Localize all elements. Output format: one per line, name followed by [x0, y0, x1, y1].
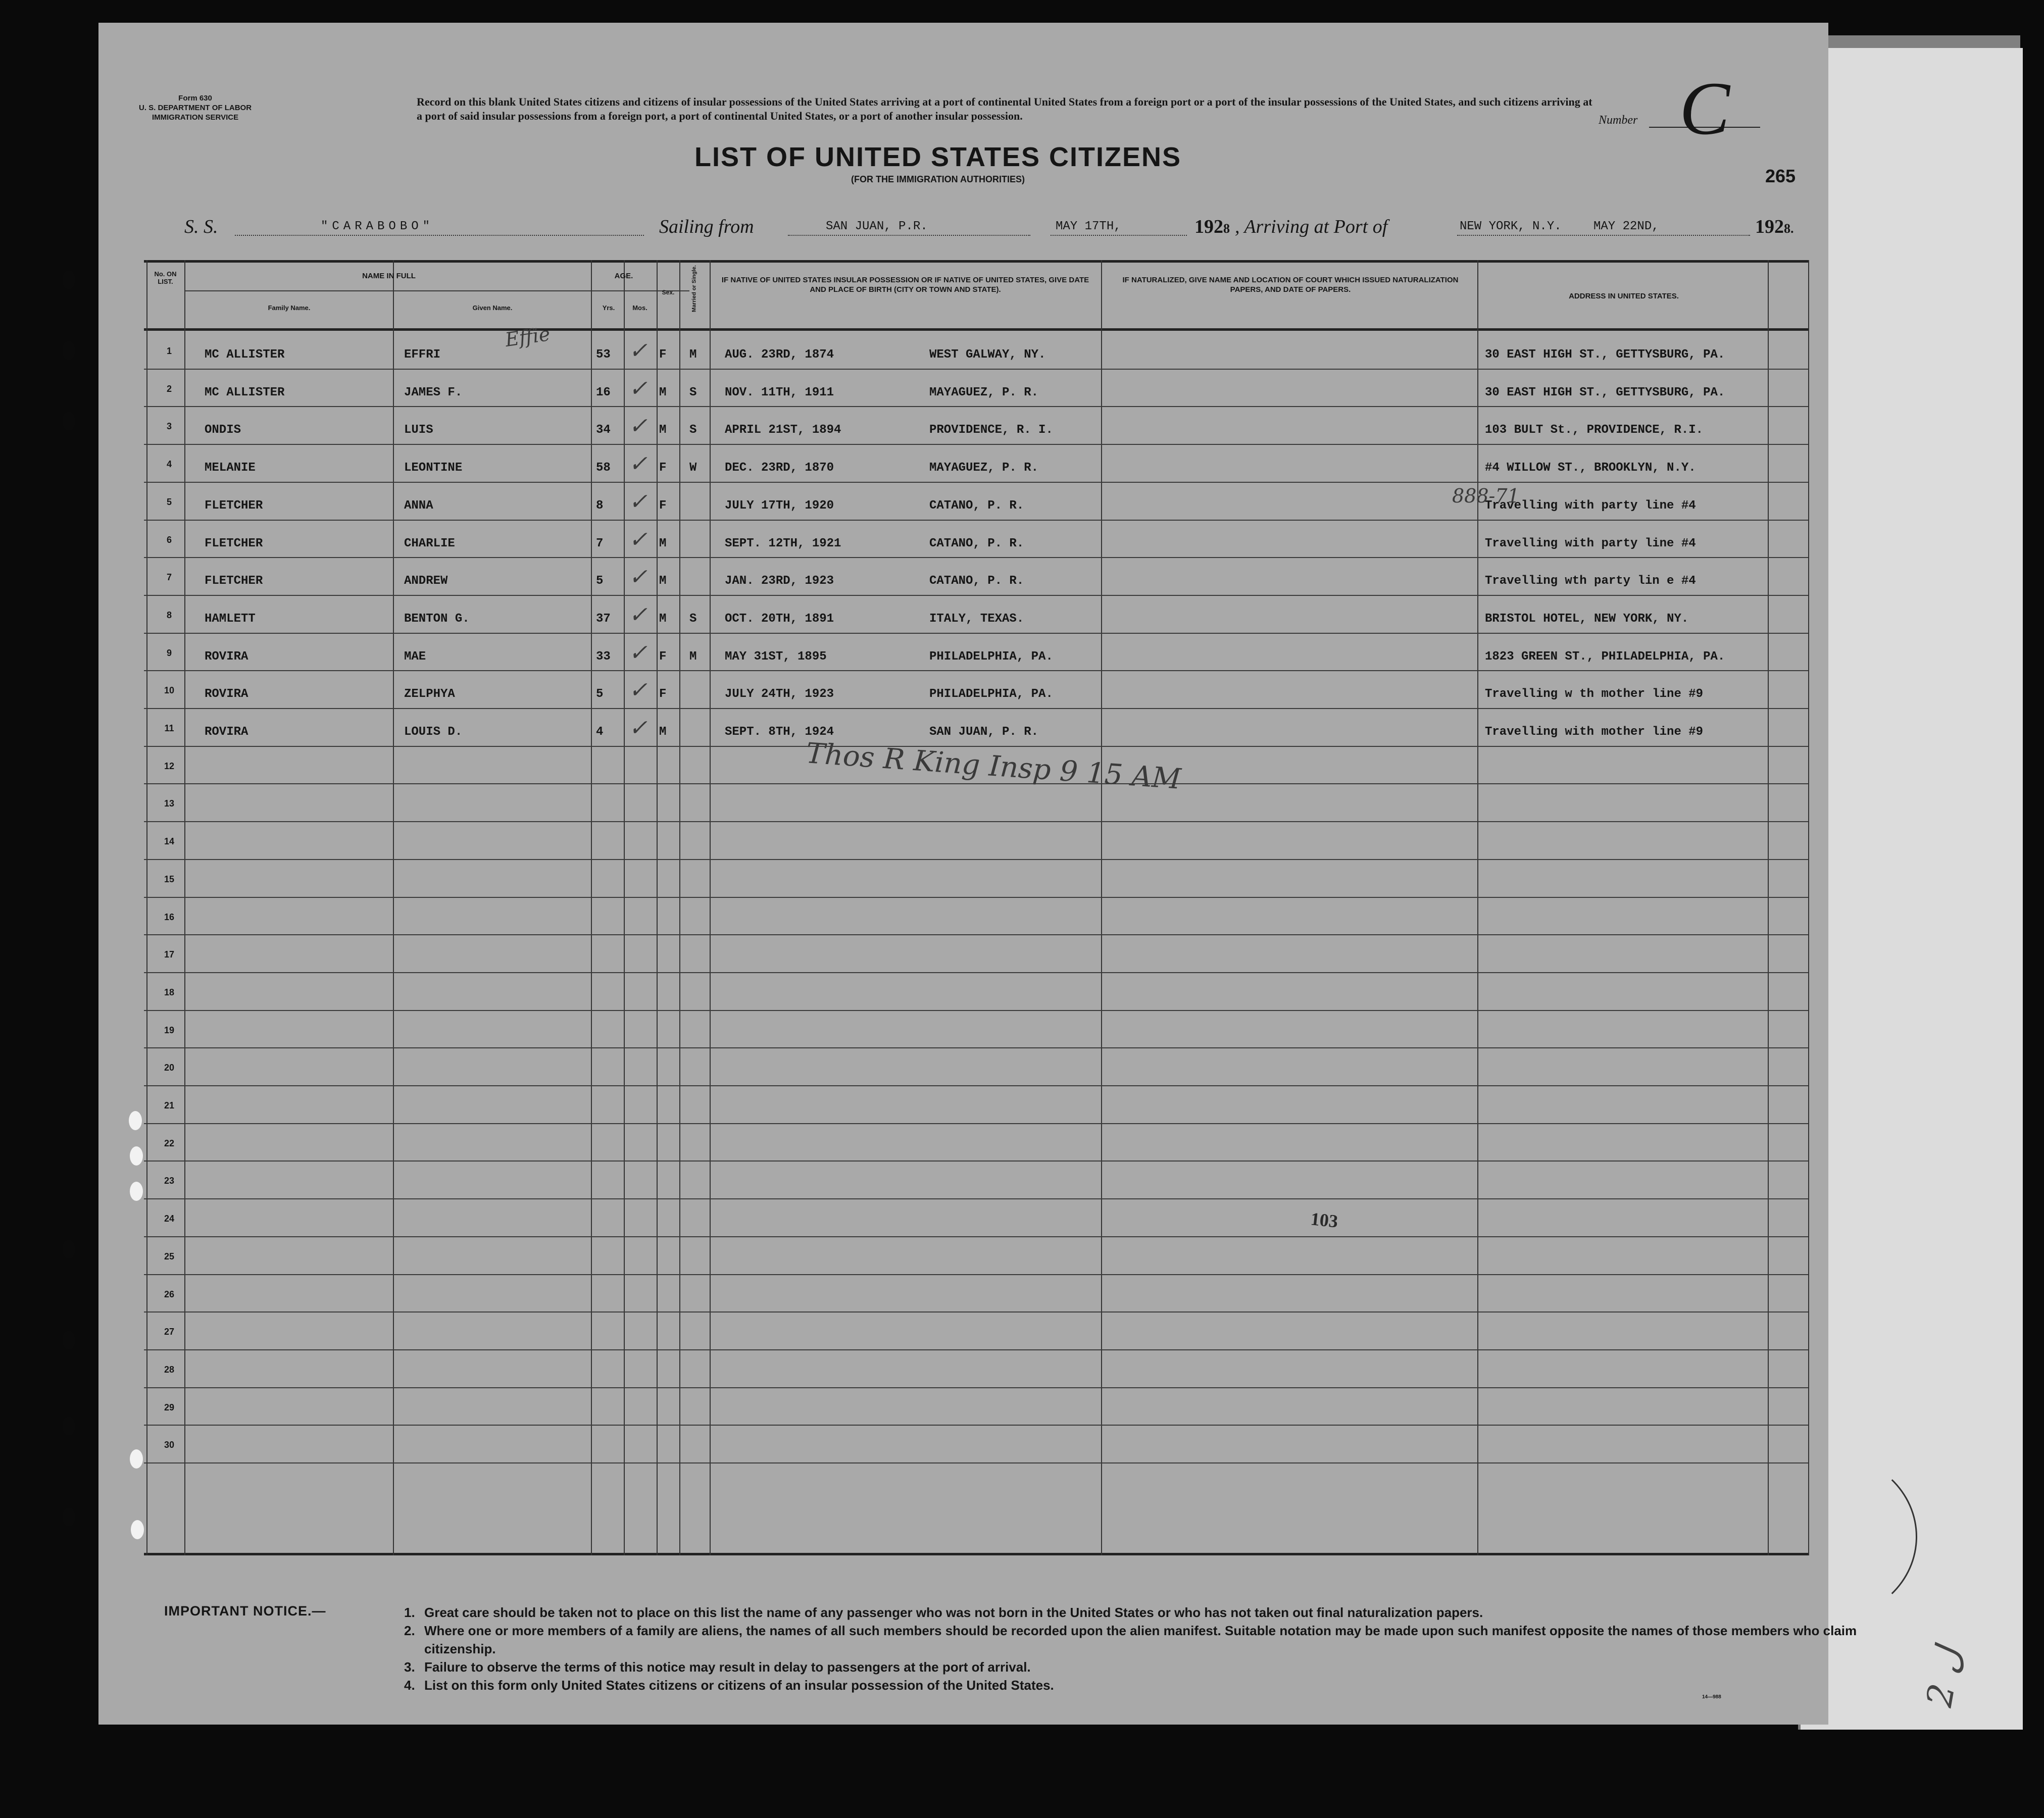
- birth-date-cell: OCT. 20TH, 1891: [725, 612, 834, 626]
- sex-cell: M: [659, 612, 667, 626]
- address-cell: 1823 GREEN ST., PHILADELPHIA, PA.: [1485, 649, 1725, 664]
- row-rule: [144, 482, 1808, 483]
- birth-date-cell: SEPT. 8TH, 1924: [725, 725, 834, 739]
- birth-date-cell: DEC. 23RD, 1870: [725, 461, 834, 475]
- address-cell: Travelling w th mother line #9: [1485, 687, 1704, 701]
- birth-date-cell: APRIL 21ST, 1894: [725, 423, 841, 437]
- family-name-cell: ROVIRA: [205, 725, 248, 739]
- row-number: 17: [164, 949, 175, 960]
- age-years-cell: 53: [596, 348, 611, 362]
- check-mark: ✓: [629, 338, 647, 364]
- birth-place-cell: PHILADELPHIA, PA.: [929, 649, 1053, 664]
- age-years-cell: 16: [596, 385, 611, 399]
- age-years-cell: 34: [596, 423, 611, 437]
- number-value: C: [1679, 67, 1730, 150]
- birth-place-cell: PHILADELPHIA, PA.: [929, 687, 1053, 701]
- row-number: 2: [166, 383, 172, 394]
- row-rule: [144, 444, 1808, 445]
- from-port: SAN JUAN, P.R.: [826, 220, 928, 233]
- family-name-cell: FLETCHER: [205, 574, 263, 588]
- row-rule: [144, 1198, 1808, 1199]
- row-number: 5: [166, 496, 172, 507]
- column-rule: [657, 260, 658, 1555]
- row-rule: [144, 1047, 1808, 1048]
- column-rule: [679, 260, 680, 1555]
- address-cell: Travelling with mother line #9: [1485, 725, 1704, 739]
- row-number: 12: [164, 761, 175, 771]
- row-rule: [144, 520, 1808, 521]
- row-number: 6: [166, 534, 172, 545]
- col-header-sex: Sex.: [662, 289, 675, 296]
- check-mark: ✓: [629, 677, 647, 703]
- age-years-cell: 33: [596, 649, 611, 664]
- check-mark: ✓: [629, 564, 647, 590]
- address-cell: 103 BULT St., PROVIDENCE, R.I.: [1485, 423, 1704, 437]
- column-rule: [710, 260, 711, 1555]
- row-rule: [144, 708, 1808, 709]
- birth-place-cell: CATANO, P. R.: [929, 498, 1024, 513]
- col-header-given: Given Name.: [472, 304, 513, 312]
- binder-hole: [62, 1507, 75, 1527]
- row-number: 7: [166, 572, 172, 583]
- row-number: 8: [166, 610, 172, 620]
- check-mark: ✓: [629, 601, 647, 628]
- address-cell: Travelling with party line #4: [1485, 498, 1696, 513]
- col-header-native: IF NATIVE OF UNITED STATES INSULAR POSSESSION OR IF NATIVE OF UNITED STATES, GIVE DATE AND PLACE OF BIRTH (CITY OR TOWN AND STATE).: [721, 276, 1089, 294]
- notice-items: [404, 1603, 1859, 1694]
- row-number: 9: [166, 647, 172, 658]
- number-label: Number: [1599, 114, 1638, 127]
- row-rule: [144, 934, 1808, 935]
- row-number: 30: [164, 1440, 175, 1450]
- column-rule: [184, 260, 185, 1555]
- marital-status-cell: M: [689, 649, 697, 664]
- binder-hole: [62, 1331, 75, 1350]
- department-name: U. S. DEPARTMENT OF LABOR: [139, 104, 252, 112]
- birth-date-cell: JULY 17TH, 1920: [725, 498, 834, 513]
- row-rule: [144, 1236, 1808, 1237]
- row-rule: [144, 1085, 1808, 1086]
- sailing-from-label: Sailing from: [659, 216, 754, 237]
- form-identifier: [139, 93, 252, 122]
- sex-cell: M: [659, 385, 667, 399]
- row-rule: [144, 1387, 1808, 1388]
- birth-place-cell: WEST GALWAY, NY.: [929, 348, 1046, 362]
- age-years-cell: 4: [596, 725, 604, 739]
- col-header-yrs: Yrs.: [602, 304, 615, 312]
- marital-status-cell: S: [689, 612, 697, 626]
- sail-year: 1928: [1194, 216, 1230, 237]
- form-number: Form 630: [178, 94, 212, 103]
- birth-date-cell: NOV. 11TH, 1911: [725, 385, 834, 399]
- to-port: NEW YORK, N.Y.: [1460, 220, 1562, 233]
- stain-circle: [1742, 1454, 1917, 1619]
- birth-place-cell: CATANO, P. R.: [929, 536, 1024, 550]
- notice-item: 1. Great care should be taken not to place on this list the name of any passenger who was not born in the United States or who has not taken out final naturalization papers.: [404, 1605, 1483, 1620]
- age-years-cell: 5: [596, 574, 604, 588]
- col-header-married: Married or Single.: [691, 265, 697, 312]
- row-rule: [144, 1010, 1808, 1011]
- ship-underline: [235, 235, 644, 236]
- notice-item: 3. Failure to observe the terms of this notice may result in delay to passengers at the port of arrival.: [404, 1659, 1031, 1675]
- marital-status-cell: M: [689, 348, 697, 362]
- ss-label: S. S.: [184, 216, 218, 237]
- row-rule: [144, 821, 1808, 822]
- row-number: 1: [166, 346, 172, 356]
- age-years-cell: 5: [596, 687, 604, 701]
- form-instructions: Record on this blank United States citizens and citizens of insular possessions of the United States arriving at a port of continental United States from a foreign port or a port of the insular possessions of the United States, and such citizens arriving at a port of said insular possessions from a foreign port, a port of continental United States, or a port of another insular possession.: [417, 95, 1592, 122]
- binder-hole: [62, 270, 75, 289]
- page-number: 265: [1765, 166, 1796, 186]
- row-rule: [144, 595, 1808, 596]
- arriving-label: , Arriving at Port of: [1235, 216, 1388, 237]
- birth-place-cell: MAYAGUEZ, P. R.: [929, 461, 1039, 475]
- row-number: 23: [164, 1176, 175, 1186]
- birth-date-cell: JAN. 23RD, 1923: [725, 574, 834, 588]
- sex-cell: F: [659, 649, 667, 664]
- row-rule: [144, 1425, 1808, 1426]
- check-mark: ✓: [629, 375, 647, 401]
- family-name-cell: FLETCHER: [205, 536, 263, 550]
- check-mark: ✓: [629, 488, 647, 515]
- given-name-cell: CHARLIE: [404, 536, 455, 550]
- row-number: 24: [164, 1214, 175, 1224]
- row-rule: [144, 1160, 1808, 1162]
- check-mark: ✓: [629, 451, 647, 477]
- birth-date-cell: AUG. 23RD, 1874: [725, 348, 834, 362]
- sex-cell: M: [659, 725, 667, 739]
- given-name-cell: ANNA: [404, 498, 433, 513]
- family-name-cell: ONDIS: [205, 423, 241, 437]
- given-name-cell: ZELPHYA: [404, 687, 455, 701]
- service-name: IMMIGRATION SERVICE: [152, 113, 239, 122]
- birth-date-cell: JULY 24TH, 1923: [725, 687, 834, 701]
- birth-place-cell: PROVIDENCE, R. I.: [929, 423, 1053, 437]
- row-rule: [144, 406, 1808, 407]
- row-number: 15: [164, 874, 175, 884]
- row-number: 27: [164, 1327, 175, 1337]
- given-name-cell: MAE: [404, 649, 426, 664]
- col-header-age: AGE.: [614, 272, 633, 280]
- handwritten-name-correction: Effie: [504, 322, 552, 351]
- family-name-cell: FLETCHER: [205, 498, 263, 513]
- row-rule: [144, 972, 1808, 973]
- sail-date: MAY 17TH,: [1056, 220, 1121, 233]
- handwritten-note: 888-71: [1452, 485, 1520, 507]
- sex-cell: F: [659, 498, 667, 513]
- page-subtitle: (FOR THE IMMIGRATION AUTHORITIES): [851, 174, 1025, 184]
- family-name-cell: MC ALLISTER: [205, 385, 285, 399]
- binder-hole: [62, 1240, 75, 1259]
- marital-status-cell: S: [689, 423, 697, 437]
- birth-place-cell: ITALY, TEXAS.: [929, 612, 1024, 626]
- notice-label: IMPORTANT NOTICE.—: [164, 1603, 326, 1619]
- row-number: 25: [164, 1251, 175, 1261]
- given-name-cell: LEONTINE: [404, 461, 463, 475]
- check-mark: ✓: [629, 715, 647, 741]
- column-rule: [393, 260, 394, 1555]
- age-years-cell: 7: [596, 536, 604, 550]
- sex-cell: F: [659, 687, 667, 701]
- column-rule: [1768, 260, 1769, 1555]
- column-rule: [1101, 260, 1102, 1555]
- family-name-cell: ROVIRA: [205, 687, 248, 701]
- given-name-cell: EFFRI: [404, 348, 441, 362]
- col-header-family: Family Name.: [268, 304, 311, 312]
- col-header-mos: Mos.: [632, 304, 647, 312]
- given-name-cell: ANDREW: [404, 574, 448, 588]
- row-number: 26: [164, 1289, 175, 1299]
- marital-status-cell: S: [689, 385, 697, 399]
- binder-hole: [62, 1417, 75, 1436]
- address-cell: 30 EAST HIGH ST., GETTYSBURG, PA.: [1485, 348, 1725, 362]
- to-port-underline: [1457, 235, 1750, 236]
- birth-place-cell: SAN JUAN, P. R.: [929, 725, 1039, 739]
- marital-status-cell: W: [689, 461, 697, 475]
- col-header-address: ADDRESS IN UNITED STATES.: [1569, 292, 1679, 300]
- row-number: 3: [166, 421, 172, 432]
- given-name-cell: LUIS: [404, 423, 433, 437]
- birth-place-cell: MAYAGUEZ, P. R.: [929, 385, 1039, 399]
- notice-item: 4. List on this form only United States citizens or citizens of an insular possession of the United States.: [404, 1678, 1054, 1693]
- inspector-signature: Thos R King Insp 9 15 AM: [805, 737, 1182, 796]
- row-rule: [144, 897, 1808, 898]
- age-years-cell: 37: [596, 612, 611, 626]
- row-number: 28: [164, 1364, 175, 1375]
- manifest-page: [98, 23, 1857, 1725]
- row-number: 11: [164, 723, 174, 733]
- row-rule: [144, 1274, 1808, 1275]
- footer-code: 14—988: [1702, 1694, 1721, 1700]
- family-name-cell: HAMLETT: [205, 612, 256, 626]
- row-rule: [144, 369, 1808, 370]
- birth-place-cell: CATANO, P. R.: [929, 574, 1024, 588]
- given-name-cell: JAMES F.: [404, 385, 463, 399]
- row-number: 20: [164, 1063, 175, 1073]
- row-number: 16: [164, 912, 175, 922]
- check-mark: ✓: [629, 413, 647, 439]
- row-rule: [144, 1349, 1808, 1350]
- row-number: 18: [164, 987, 175, 997]
- column-rule: [1477, 260, 1478, 1555]
- row-rule: [144, 557, 1808, 558]
- address-cell: BRISTOL HOTEL, NEW YORK, NY.: [1485, 612, 1689, 626]
- sex-cell: F: [659, 348, 667, 362]
- col-header-name: NAME IN FULL: [362, 272, 416, 280]
- binder-hole: [62, 412, 75, 431]
- address-cell: #4 WILLOW ST., BROOKLYN, N.Y.: [1485, 461, 1696, 475]
- row-rule: [144, 746, 1808, 747]
- family-name-cell: ROVIRA: [205, 649, 248, 664]
- row-number: 4: [166, 459, 172, 470]
- column-rule: [146, 260, 147, 1555]
- name-subheader-rule: [184, 290, 689, 291]
- row-rule: [144, 859, 1808, 860]
- row-number: 10: [164, 685, 175, 696]
- stamp-number: 103: [1310, 1208, 1339, 1232]
- column-rule: [624, 260, 625, 1555]
- address-cell: Travelling wth party lin e #4: [1485, 574, 1696, 588]
- column-rule: [591, 260, 592, 1555]
- birth-date-cell: SEPT. 12TH, 1921: [725, 536, 841, 550]
- binder-hole: [62, 341, 75, 360]
- age-years-cell: 8: [596, 498, 604, 513]
- col-header-naturalized: IF NATURALIZED, GIVE NAME AND LOCATION OF COURT WHICH ISSUED NATURALIZATION PAPERS, AND DATE OF PAPERS.: [1122, 276, 1459, 294]
- row-rule: [144, 1462, 1808, 1463]
- check-mark: ✓: [629, 639, 647, 666]
- address-cell: 30 EAST HIGH ST., GETTYSBURG, PA.: [1485, 385, 1725, 399]
- ship-name: "CARABOBO": [321, 220, 434, 233]
- row-rule: [144, 633, 1808, 634]
- row-rule: [144, 1123, 1808, 1124]
- family-name-cell: MC ALLISTER: [205, 348, 285, 362]
- column-rule: [1808, 260, 1809, 1555]
- sex-cell: M: [659, 423, 667, 437]
- check-mark: ✓: [629, 526, 647, 552]
- address-cell: Travelling with party line #4: [1485, 536, 1696, 550]
- given-name-cell: BENTON G.: [404, 612, 470, 626]
- arrival-year: 1928.: [1755, 216, 1794, 237]
- row-number: 29: [164, 1402, 175, 1412]
- sex-cell: F: [659, 461, 667, 475]
- row-number: 21: [164, 1100, 175, 1110]
- row-number: 22: [164, 1138, 175, 1148]
- notice-item: 2. Where one or more members of a family are aliens, the names of all such members should be recorded upon the alien manifest. Suitable notation may be made upon such manifest opposite the names of those members who claim citizenship.: [404, 1623, 1857, 1656]
- row-rule: [144, 670, 1808, 671]
- row-rule: [144, 783, 1808, 784]
- age-years-cell: 58: [596, 461, 611, 475]
- given-name-cell: LOUIS D.: [404, 725, 463, 739]
- from-port-underline: [788, 235, 1030, 236]
- arrival-date: MAY 22ND,: [1593, 220, 1659, 233]
- birth-date-cell: MAY 31ST, 1895: [725, 649, 827, 664]
- passenger-table: [98, 260, 1826, 1558]
- row-number: 13: [164, 798, 175, 809]
- family-name-cell: MELANIE: [205, 461, 256, 475]
- row-rule: [144, 1311, 1808, 1312]
- col-header-no: No. ON LIST.: [154, 270, 177, 285]
- sail-date-underline: [1051, 235, 1187, 236]
- margin-mark: ﻝ 2: [1918, 1644, 1970, 1710]
- sex-cell: M: [659, 536, 667, 550]
- row-number: 19: [164, 1025, 175, 1035]
- row-number: 14: [164, 836, 175, 847]
- sex-cell: M: [659, 574, 667, 588]
- page-title: LIST OF UNITED STATES CITIZENS: [694, 142, 1181, 172]
